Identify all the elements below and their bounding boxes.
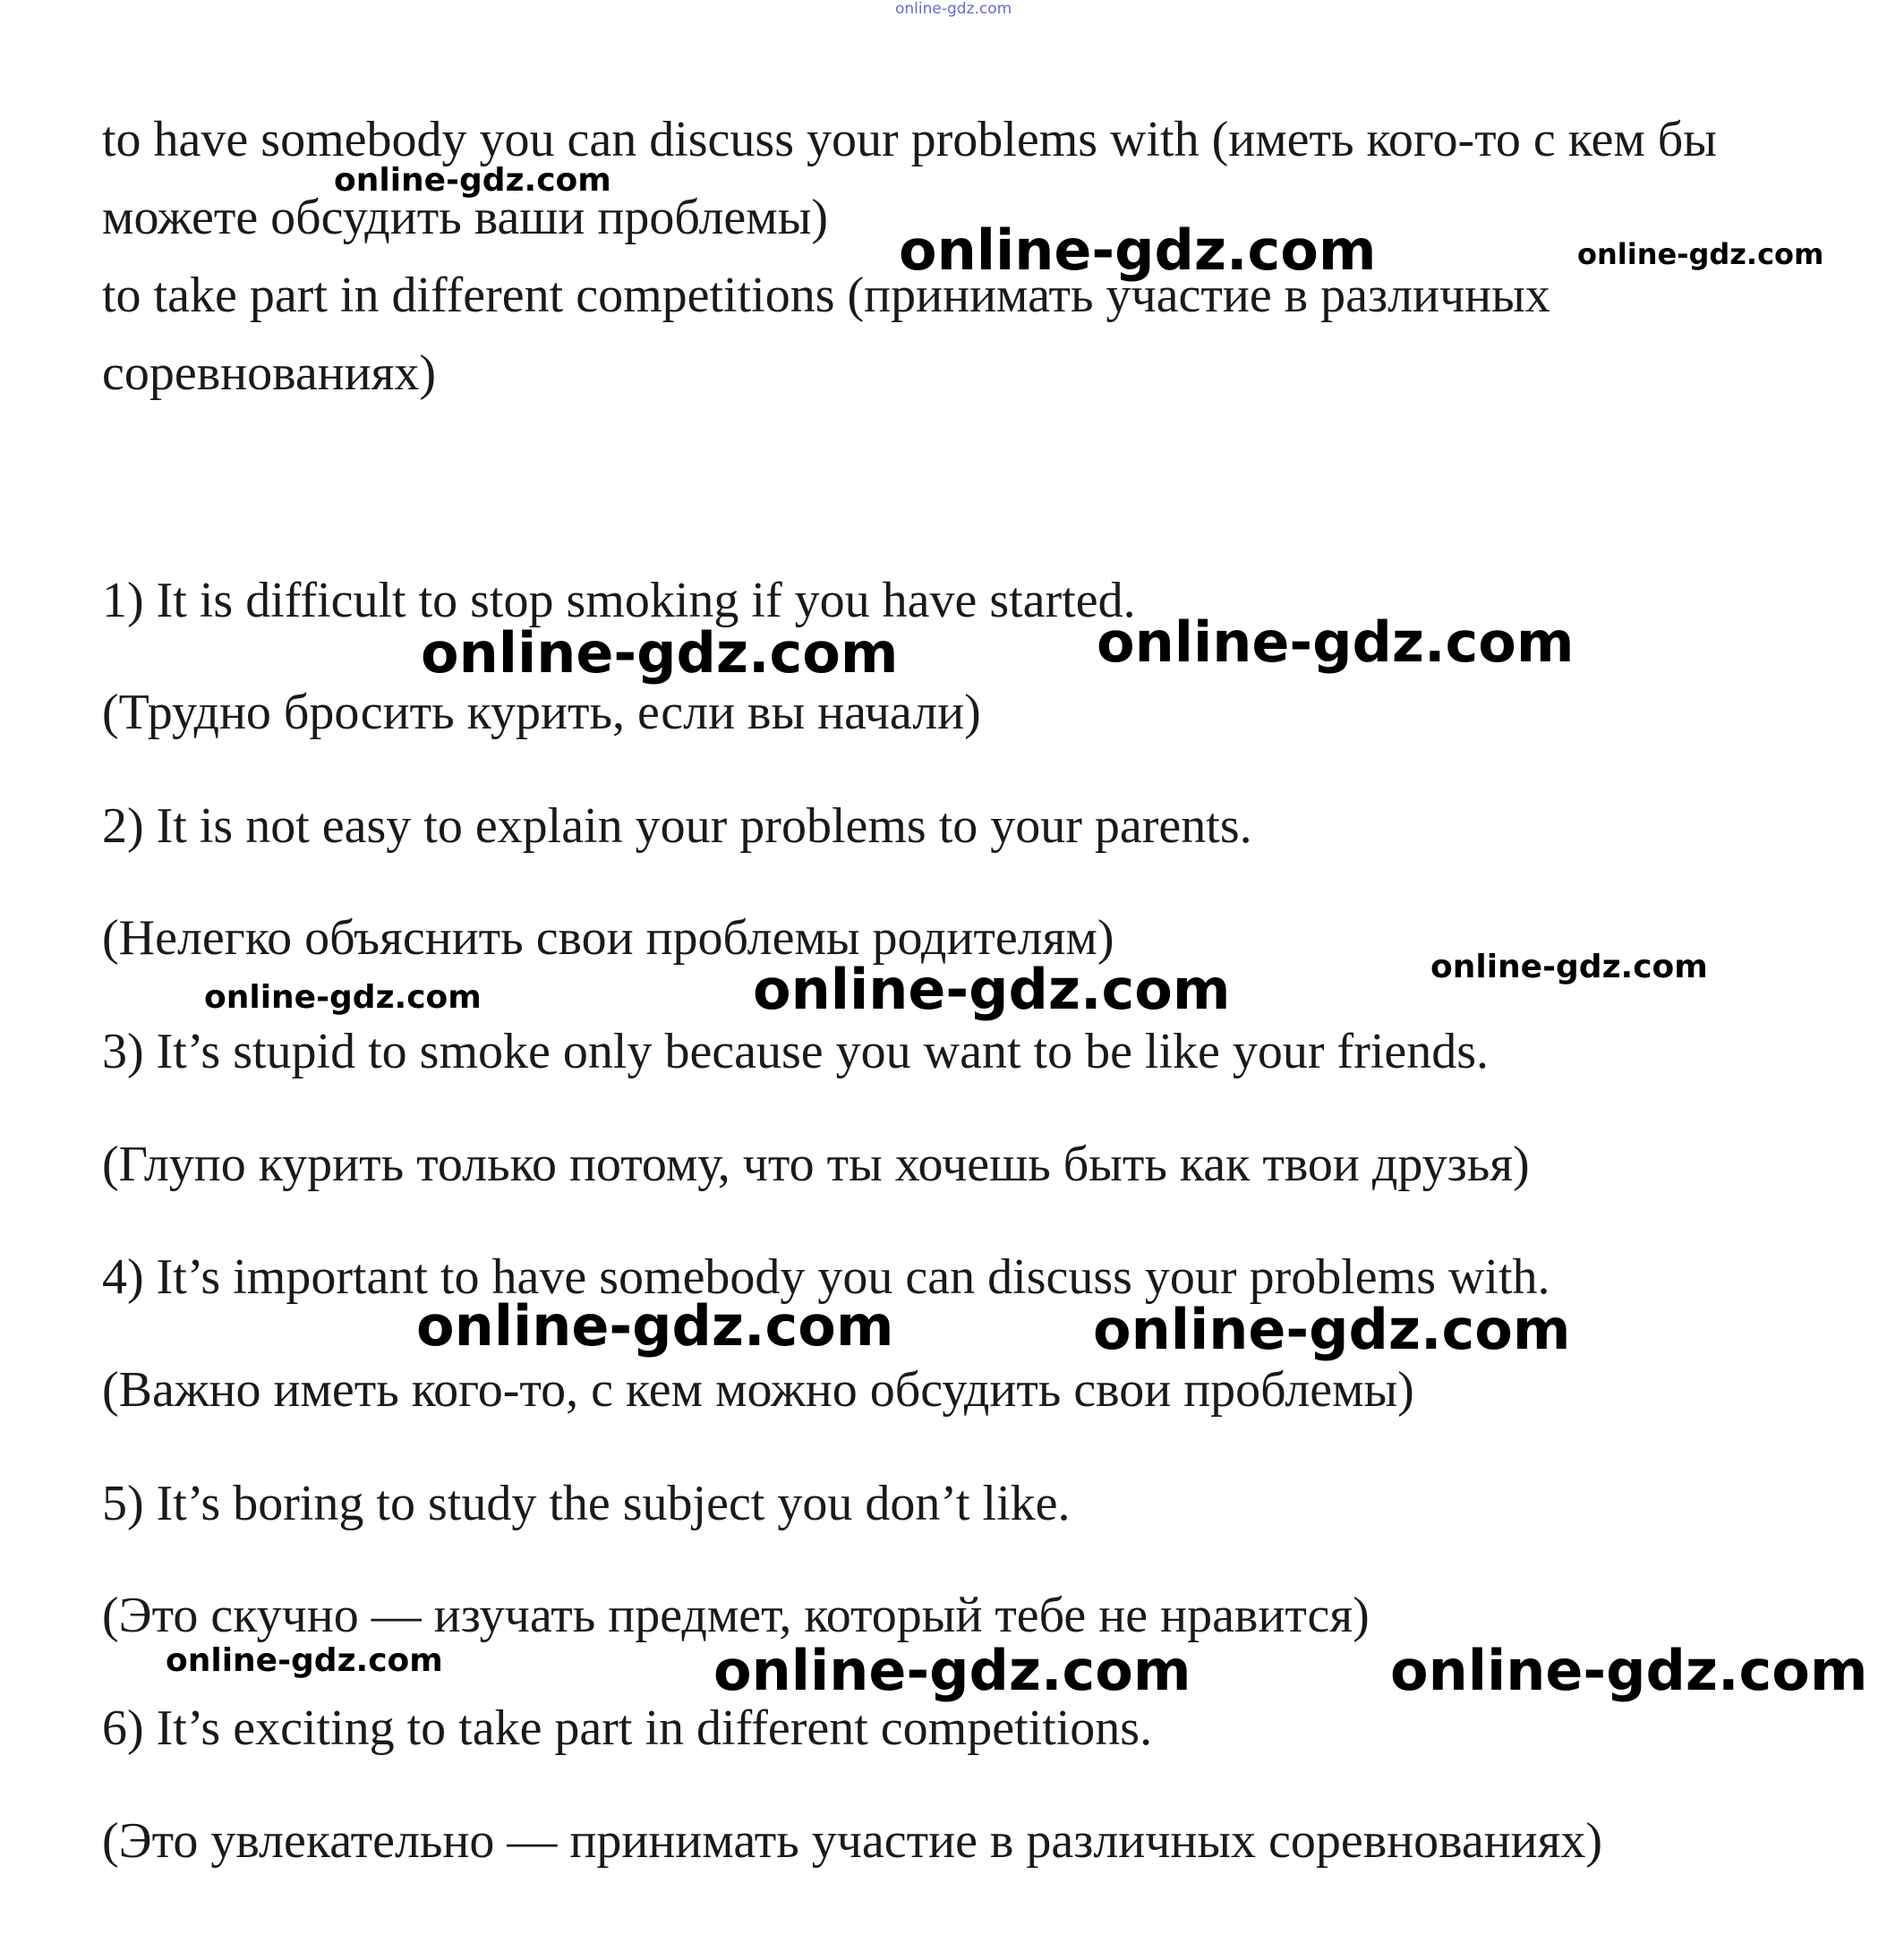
- sentence-5-en: 5) It’s boring to study the subject you don’t like.: [102, 1476, 1071, 1531]
- watermark: online-gdz.com: [1430, 949, 1708, 985]
- sentence-4-en: 4) It’s important to have somebody you can discuss your problems with.: [102, 1249, 1550, 1305]
- watermark: online-gdz.com: [753, 957, 1231, 1022]
- intro-line-3: to take part in different competitions (принимать участие в различных: [102, 268, 1550, 323]
- watermark: online-gdz.com: [1577, 237, 1824, 271]
- sentence-6-ru: (Это увлекательно — принимать участие в различных соревнованиях): [102, 1813, 1603, 1869]
- intro-line-4: соревнованиях): [102, 345, 437, 401]
- watermark: online-gdz.com: [166, 1642, 443, 1679]
- sentence-5-ru: (Это скучно — изучать предмет, который тебе не нравится): [102, 1588, 1370, 1643]
- sentence-1-ru: (Трудно бросить курить, если вы начали): [102, 685, 981, 740]
- watermark: online-gdz.com: [713, 1638, 1191, 1703]
- watermark: online-gdz.com: [899, 217, 1377, 283]
- watermark: online-gdz.com: [1390, 1638, 1868, 1703]
- intro-line-1: to have somebody you can discuss your problems with (иметь кого-то с кем бы: [102, 112, 1717, 167]
- watermark: online-gdz.com: [421, 620, 899, 686]
- watermark: online-gdz.com: [416, 1293, 894, 1359]
- sentence-3-ru: (Глупо курить только потому, что ты хочешь быть как твои друзья): [102, 1137, 1530, 1192]
- sentence-2-ru: (Нелегко объяснить свои проблемы родителям): [102, 910, 1114, 966]
- watermark: online-gdz.com: [204, 979, 482, 1016]
- watermark-header: online-gdz.com: [895, 0, 1012, 18]
- sentence-1-en: 1) It is difficult to stop smoking if you have started.: [102, 573, 1136, 628]
- watermark: online-gdz.com: [1093, 1297, 1571, 1362]
- sentence-4-ru: (Важно иметь кого-то, с кем можно обсудить свои проблемы): [102, 1362, 1414, 1418]
- intro-line-2: можете обсудить ваши проблемы): [102, 190, 828, 245]
- sentence-6-en: 6) It’s exciting to take part in different competitions.: [102, 1700, 1153, 1756]
- watermark: online-gdz.com: [1097, 609, 1575, 675]
- sentence-3-en: 3) It’s stupid to smoke only because you want to be like your friends.: [102, 1024, 1490, 1079]
- watermark: online-gdz.com: [334, 162, 611, 199]
- sentence-2-en: 2) It is not easy to explain your problems to your parents.: [102, 798, 1252, 854]
